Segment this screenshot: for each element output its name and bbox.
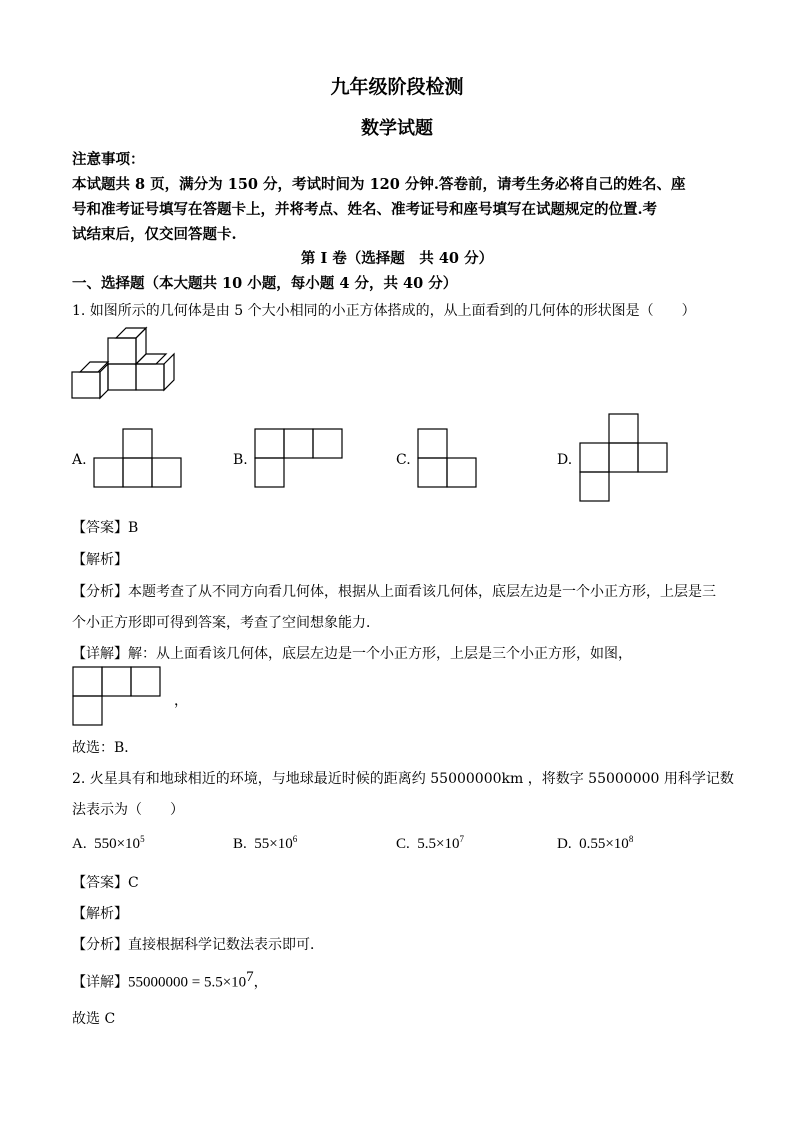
notice-line-2: 号和准考证号填写在答题卡上，并将考点、姓名、准考证号和座号填写在试题规定的位置.考 <box>72 201 658 218</box>
q2-option-c-label: C. <box>396 836 410 852</box>
q2-option-d <box>557 834 633 853</box>
q2-option-d-label: D. <box>557 836 572 852</box>
q2-option-b-label: B. <box>233 836 247 852</box>
q2-option-a <box>72 834 145 853</box>
q2-stem-line-2: 法表示为（ ） <box>72 802 184 818</box>
q2-option-d-base: 0.55×10 <box>579 836 629 852</box>
q1-option-a-figure <box>93 428 185 490</box>
q1-answer: 【答案】B <box>72 520 139 536</box>
q1-analysis-label: 【解析】 <box>72 552 128 568</box>
q2-fenxi: 【分析】直接根据科学记数法表示即可． <box>72 937 324 953</box>
q1-option-b-label: B. <box>233 452 248 468</box>
q2-xiangjie-suffix: ， <box>253 974 268 991</box>
notice-line-3: 试结束后，仅交回答题卡. <box>72 226 237 243</box>
q1-option-d-label: D. <box>557 452 573 468</box>
section-heading: 一、选择题（本大题共 10 小题，每小题 4 分，共 40 分） <box>72 275 458 292</box>
q2-option-b-base: 55×10 <box>254 836 293 852</box>
q1-xiangjie: 【详解】解：从上面看该几何体，底层左边是一个小正方形，上层是三个小正方形，如图， <box>72 646 632 662</box>
q2-xiangjie-expr: 55000000 = 5.5×10 <box>128 974 247 991</box>
notice-line-1: 本试题共 8 页，满分为 150 分，考试时间为 120 分钟.答卷前，请考生务必将自己的姓名、座 <box>72 176 686 193</box>
q2-option-c-base: 5.5×10 <box>417 836 460 852</box>
q2-option-c-exp: 7 <box>459 834 464 844</box>
q2-xiangjie-prefix: 【详解】 <box>72 974 128 991</box>
q2-analysis-label: 【解析】 <box>72 906 128 922</box>
q1-choose: 故选：B． <box>72 740 139 756</box>
q1-option-c-figure <box>417 428 479 490</box>
part1-heading: 第 I 卷（选择题 共 40 分） <box>300 250 494 267</box>
q1-option-d-figure <box>579 413 671 505</box>
q2-option-b-exp: 6 <box>292 834 298 844</box>
notice-heading: 注意事项： <box>72 151 145 168</box>
q1-fenxi-line-2: 个小正方形即可得到答案，考查了空间想象能力． <box>72 615 380 631</box>
q2-xiangjie <box>72 969 268 992</box>
q1-solution-comma: ， <box>174 693 188 709</box>
q1-solution-figure <box>72 666 164 728</box>
q1-solid-figure <box>70 326 180 404</box>
exam-subtitle: 数学试题 <box>361 118 433 139</box>
q2-option-a-exp: 5 <box>140 834 145 844</box>
q1-option-b-figure <box>254 428 346 490</box>
q1-option-c-label: C. <box>396 452 411 468</box>
q2-option-b <box>233 834 297 853</box>
q2-option-d-exp: 8 <box>628 834 634 844</box>
q1-stem: 1. 如图所示的几何体是由 5 个大小相同的小正方体搭成的，从上面看到的几何体的形状图是（ ） <box>72 303 696 319</box>
q2-option-a-base: 550×10 <box>94 836 141 852</box>
q2-stem-line-1: 2. 火星具有和地球相近的环境，与地球最近时候的距离约 55000000km ，将数字 55000000 用科学记数 <box>72 771 734 787</box>
exam-title: 九年级阶段检测 <box>330 76 464 98</box>
q2-choose: 故选 C <box>72 1011 116 1027</box>
q1-fenxi-line-1: 【分析】本题考查了从不同方向看几何体，根据从上面看该几何体，底层左边是一个小正方形，上层是三 <box>72 584 716 600</box>
q2-option-c <box>396 834 464 853</box>
q2-xiangjie-exp: 7 <box>246 969 254 985</box>
q2-option-a-label: A. <box>72 836 87 852</box>
q1-option-a-label: A. <box>72 452 87 468</box>
q2-answer: 【答案】C <box>72 875 139 891</box>
